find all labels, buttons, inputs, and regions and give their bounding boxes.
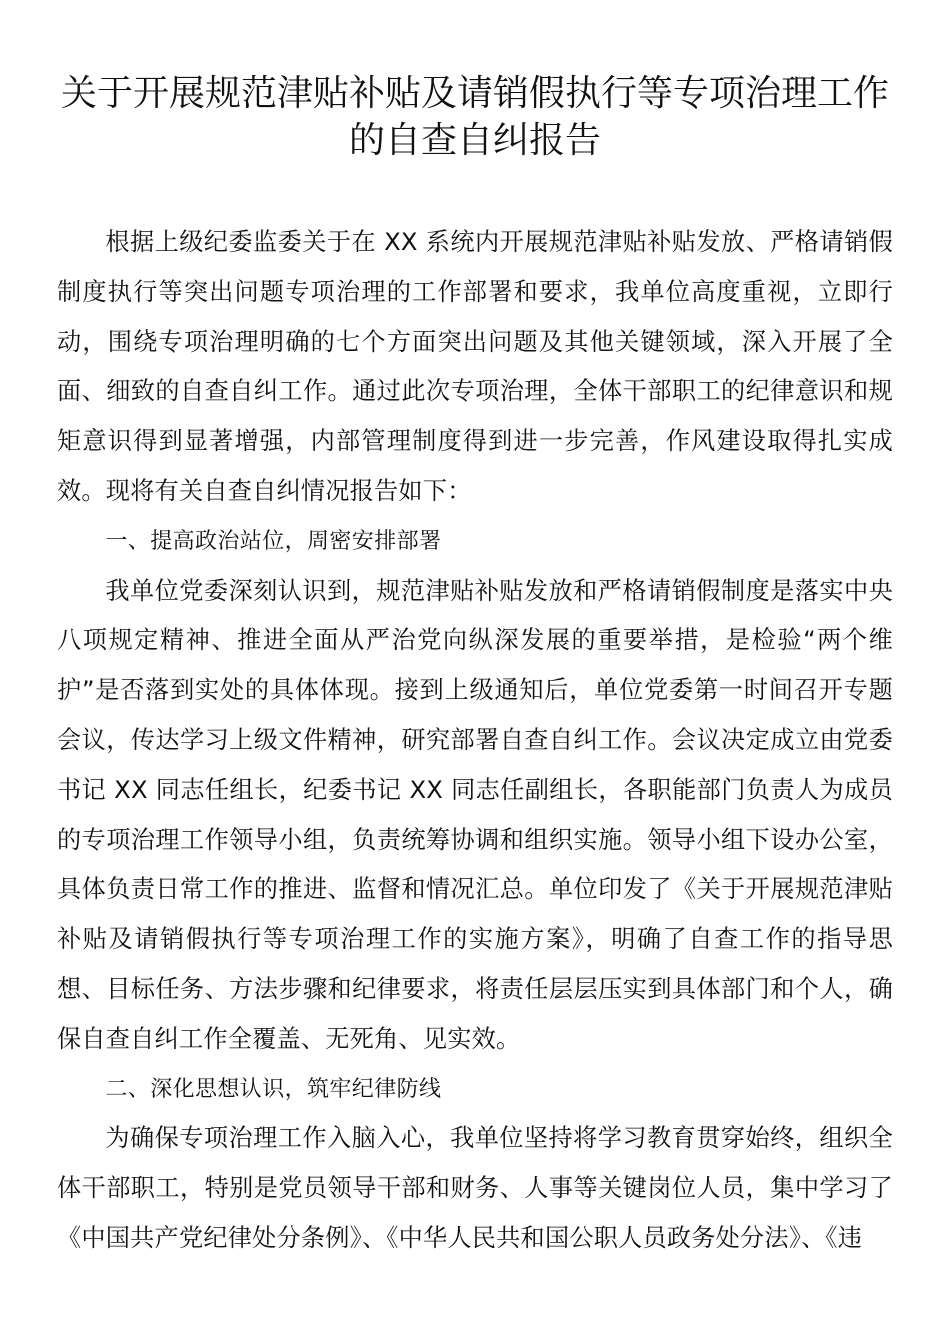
section-paragraph-1: 我单位党委深刻认识到，规范津贴补贴发放和严格请销假制度是落实中央八项规定精神、推进全面从严治党向纵深发展的重要举措，是检验“两个维护”是否落到实处的具体体现。接到上级通知后，单位党委第一时间召开专题会议，传达学习上级文件精神，研究部署自查自纠工作。会议决定成立由党委书记 XX 同志任组长，纪委书记 XX 同志任副组长，各职能部门负责人为成员的专项治理工作领导小组，负责统筹协调和组织实施。领导小组下设办公室，具体负责日常工作的推进、监督和情况汇总。单位印发了《关于开展规范津贴补贴及请销假执行等专项治理工作的实施方案》，明确了自查工作的指导思想、目标任务、方法步骤和纪律要求，将责任层层压实到具体部门和个人，确保自查自纠工作全覆盖、无死角、见实效。 bbox=[57, 576, 893, 1053]
document-title-line-1: 关于开展规范津贴补贴及请销假执行等专项治理工作 bbox=[60, 73, 889, 114]
section-heading-2: 二、深化思想认识，筑牢纪律防线 bbox=[105, 1076, 442, 1102]
document-title-line-2: 的自查自纠报告 bbox=[348, 120, 601, 161]
document-body bbox=[57, 218, 893, 1264]
section-heading-1: 一、提高政治站位，周密安排部署 bbox=[105, 528, 442, 554]
section-paragraph-2: 为确保专项治理工作入脑入心，我单位坚持将学习教育贯穿始终，组织全体干部职工，特别是党员领导干部和财务、人事等关键岗位人员，集中学习了《中国共产党纪律处分条例》、《中华人民共和国公职人员政务处分法》、《违 bbox=[57, 1124, 893, 1252]
intro-paragraph: 根据上级纪委监委关于在 XX 系统内开展规范津贴补贴发放、严格请销假制度执行等突出问题专项治理的工作部署和要求，我单位高度重视，立即行动，围绕专项治理明确的七个方面突出问题及其他关键领域，深入开展了全面、细致的自查自纠工作。通过此次专项治理，全体干部职工的纪律意识和规矩意识得到显著增强，内部管理制度得到进一步完善，作风建设取得扎实成效。现将有关自查自纠情况报告如下： bbox=[57, 228, 893, 505]
